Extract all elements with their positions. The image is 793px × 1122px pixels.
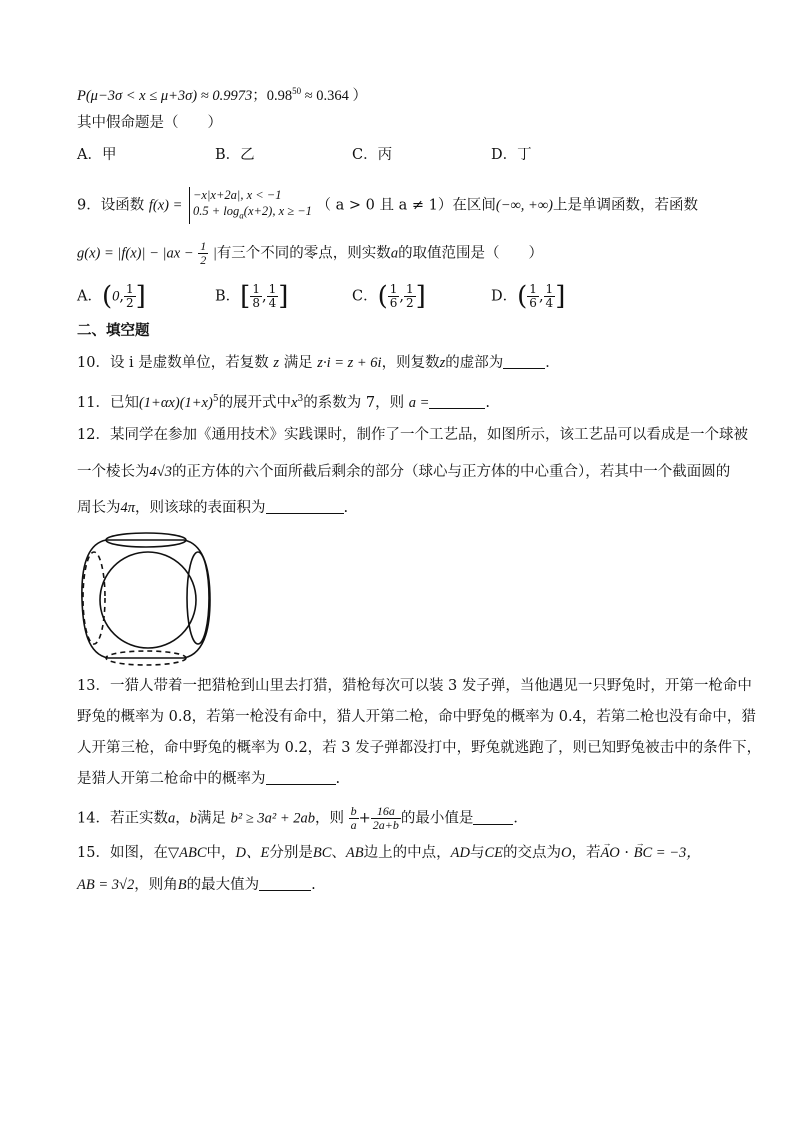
q10-text-4: 的虚部为 — [445, 355, 504, 371]
q14-frac-1 — [349, 805, 359, 832]
q9-option-c: C．( $\frac{1}{6}$ , $\frac{1}{2}$ ] — [352, 281, 426, 312]
q15-text-f: 与 — [469, 845, 485, 861]
q9-option-a-upper-num: 1 — [126, 282, 134, 296]
q13-line-1: 13．一猎人带着一把猎枪到山里去打猎，猎枪每次可以装 3 发子弹，当他遇见一只野兔时，开第一枪命中 — [77, 678, 752, 694]
q9-piece-2-sub: a — [239, 210, 244, 221]
q9-option-b-left: [ — [240, 281, 251, 312]
q9-g-tail-2: 的取值范围是（ ） — [398, 245, 544, 262]
q9-option-b: B．[ $\frac{1}{8}$ , $\frac{1}{4}$ ] — [215, 281, 289, 312]
q9-option-a-upper — [124, 283, 136, 310]
q12-line-1: 12．某同学在参加《通用技术》实践课时，制作了一个工艺品，如图所示，该工艺品可以看成是一个球被 — [77, 427, 748, 443]
q15-dot: · — [619, 845, 634, 861]
q15-answer-blank[interactable] — [259, 876, 311, 891]
q15-angle-b: B — [177, 877, 187, 893]
q15-text-c: 分别是 — [269, 845, 313, 861]
q14-frac-2 — [371, 805, 401, 832]
q14-end: ． — [513, 810, 528, 827]
q15-line-2 — [77, 874, 316, 896]
q9-piece-1: −x|x+2a|, x < −1 — [192, 188, 282, 202]
q9-option-a-upper-den: 2 — [126, 296, 134, 310]
q9-option-c-right: ] — [415, 281, 426, 312]
q14-answer-blank[interactable] — [473, 810, 513, 825]
q14-line — [77, 805, 528, 832]
q15-vector-ao: → AO — [600, 842, 619, 864]
q9-option-c-lower-den: 6 — [389, 296, 398, 310]
q13-line-4-text: 是猎人开第二枪命中的概率为 — [77, 771, 266, 787]
q9-option-d-label: D． — [491, 288, 518, 305]
sphere-cube-figure — [76, 530, 216, 668]
q12-line-3b: ，则该球的表面积为 — [135, 500, 266, 516]
q8-option-b: B．乙 — [215, 147, 255, 163]
q9-option-c-upper-num: 1 — [406, 282, 414, 296]
q9-option-a-label: A． — [77, 288, 102, 305]
q13-line-4 — [77, 768, 340, 790]
q9-var-a: a — [390, 245, 399, 262]
q15-text-b: 中， — [206, 845, 236, 861]
q13-answer-blank[interactable] — [266, 770, 336, 785]
q9-option-c-left: ( — [377, 281, 388, 312]
q8-formula-line — [77, 80, 367, 107]
q15-text-g: 的交点为 — [502, 845, 561, 861]
q15-dot-value: = −3， — [652, 845, 701, 861]
q9-option-b-right: ] — [278, 281, 289, 312]
q9-interval: (−∞, +∞) — [495, 197, 554, 214]
q9-option-c-label: C． — [352, 288, 378, 305]
q9-option-c-lower-num: 1 — [389, 282, 398, 296]
q13-line-3: 人开第三枪，命中野兔的概率为 0.2，若 3 发子弹都没打中，野兔就逃跑了，则已知野兔被击中的条件下， — [77, 740, 762, 756]
q10-z-2: z — [439, 355, 446, 371]
q8-option-d: D．丁 — [491, 147, 532, 163]
q9-option-c-upper — [404, 283, 416, 310]
q14-text-2: 满足 — [196, 810, 226, 827]
q8-formula-2-value: ≈ 0.364 ） — [301, 87, 368, 104]
q9-g-tail: 有三个不同的零点，则实数 — [216, 245, 391, 262]
q11-expression: (1+αx)(1+x) — [138, 394, 213, 411]
q11-text-3: 的系数为 7，则 — [303, 394, 405, 411]
q15-vector-bc: → BC — [634, 842, 653, 864]
q9-option-b-lower-den: 8 — [252, 296, 260, 310]
q15-de: D、E — [235, 845, 270, 861]
q9-option-a: A．(0, $\frac{1}{2}$ ] — [77, 281, 146, 312]
q9-option-b-upper-den: 4 — [268, 296, 277, 310]
q12-answer-blank[interactable] — [266, 499, 344, 514]
q15-text-2b: ，则角 — [134, 877, 178, 893]
q9-option-c-upper-den: 2 — [406, 296, 414, 310]
figure-front-section — [100, 552, 196, 648]
q8-formula-1: P(μ−3σ < x ≤ μ+3σ) ≈ 0.9973 — [77, 87, 253, 104]
q12-line-3a: 周长为 — [77, 500, 121, 516]
q15-ad: AD — [450, 845, 470, 861]
q14-text-3: ，则 — [315, 810, 344, 827]
q9-g-close: | — [212, 245, 217, 262]
q10-text-3: ，则复数 — [381, 355, 440, 371]
q8-option-c: C．丙 — [352, 147, 393, 163]
q15-line-1 — [77, 842, 701, 864]
q14-frac-1-den: a — [350, 818, 357, 832]
q9-line-1 — [77, 187, 698, 224]
q12-line-2b: 的正方体的六个面所截后剩余的部分（球心与正方体的中心重合），若其中一个截面圆的 — [171, 464, 731, 480]
q10-line — [77, 352, 560, 374]
q9-option-b-upper — [267, 283, 279, 310]
q15-end: . — [311, 877, 316, 893]
q9-piecewise — [189, 187, 312, 224]
q9-option-d-upper-num: 1 — [545, 282, 554, 296]
figure-outer-outline — [82, 540, 210, 658]
q9-option-a-left: ( — [101, 281, 113, 312]
q9-condition: （ a > 0 且 a ≠ 1）在区间 — [316, 197, 496, 214]
q9-option-b-lower — [250, 283, 262, 310]
q9-g-frac-den: 2 — [200, 253, 207, 267]
figure-left-section — [83, 552, 105, 644]
q14-frac-2-den: 2a+b — [372, 818, 399, 832]
q11-exponent: 5 — [212, 394, 219, 404]
q9-option-d-lower-den: 6 — [529, 296, 537, 310]
q9-option-d: D．( $\frac{1}{6}$ , $\frac{1}{4}$ ] — [491, 281, 566, 312]
q10-text-2: 满足 — [283, 355, 313, 371]
q9-option-d-left: ( — [517, 281, 528, 312]
q8-option-a: A．甲 — [77, 147, 117, 163]
q11-text-2: 的展开式中 — [218, 394, 292, 411]
q9-option-d-lower — [527, 283, 539, 310]
q15-text-a: 15．如图，在 — [77, 845, 168, 861]
q9-g-frac-num: 1 — [200, 239, 207, 253]
q9-option-d-right: ] — [555, 281, 566, 312]
q11-a-eq: a = — [408, 394, 430, 411]
q9-option-d-lower-num: 1 — [529, 282, 537, 296]
q9-tail: 上是单调函数，若函数 — [553, 197, 699, 214]
q10-answer-blank[interactable] — [503, 354, 545, 369]
q10-end: ． — [545, 355, 560, 371]
q8-formula-2-base: 0.98 — [266, 87, 293, 104]
q11-text-1: 11．已知 — [77, 394, 139, 411]
q14-frac-1-num: b — [350, 804, 357, 818]
q13-line-2: 野兔的概率为 0.8，若第一枪没有命中，猎人开第二枪，命中野兔的概率为 0.4，若第二枪也没有命中，猎 — [77, 709, 756, 725]
q14-frac-2-num: 16a — [371, 805, 401, 819]
q15-ab-length: AB = 3√2 — [77, 877, 135, 893]
q14-text-4: 的最小值是 — [400, 810, 474, 827]
q8-separator: ； — [252, 87, 267, 104]
q11-x-exp: 3 — [297, 394, 304, 404]
q10-equation: z·i = z + 6i — [317, 355, 382, 371]
q12-edge-length: 4√3 — [149, 464, 172, 480]
q12-line-2a: 一个棱长为 — [77, 464, 150, 480]
q11-end: . — [485, 394, 490, 411]
q14-b: b — [189, 810, 197, 827]
q15-triangle: ▽ABC — [167, 845, 207, 861]
q14-text-1: 14．若正实数 — [77, 810, 168, 827]
q12-line-3 — [77, 497, 348, 519]
q9-option-a-right: ] — [135, 281, 146, 312]
q9-prefix: 9．设函数 — [77, 197, 145, 214]
q11-line — [77, 388, 490, 414]
q11-x: x — [291, 394, 298, 411]
q9-option-b-label: B． — [215, 288, 241, 305]
q15-text-e: 边上的中点， — [363, 845, 451, 861]
q12-perimeter: 4π — [120, 500, 136, 516]
q14-separator: ， — [175, 810, 190, 827]
q13-end: . — [335, 771, 341, 787]
q9-fx: f(x) = — [148, 197, 183, 214]
q9-option-d-upper — [544, 283, 556, 310]
q9-piece-2: 0.5 + log — [192, 204, 240, 218]
q15-ab: AB — [345, 845, 364, 861]
q15-text-h: ，若 — [571, 845, 601, 861]
q14-inequality: b² ≥ 3a² + 2ab — [230, 810, 315, 827]
q15-text-2c: 的最大值为 — [186, 877, 260, 893]
q9-g-def: g(x) = |f(x)| − |ax − — [77, 245, 194, 262]
q15-text-d: 、 — [331, 845, 346, 861]
q8-prompt: 其中假命题是（ ） — [77, 115, 222, 131]
q15-o: O — [560, 845, 572, 861]
q9-piece-2-rest: (x+2), x ≥ −1 — [243, 204, 312, 218]
q9-option-b-lower-num: 1 — [252, 282, 260, 296]
q8-formula-2-exp: 50 — [292, 86, 302, 96]
q9-line-2 — [77, 240, 543, 267]
q9-option-b-upper-num: 1 — [268, 282, 277, 296]
q12-line-2 — [77, 461, 730, 483]
q14-plus: + — [358, 810, 371, 827]
q15-bc: BC — [312, 845, 332, 861]
q9-option-d-upper-den: 4 — [545, 296, 554, 310]
q9-option-c-lower — [388, 283, 400, 310]
q9-option-a-lower: 0 — [112, 288, 120, 305]
q14-a: a — [167, 810, 176, 827]
q15-ce: CE — [484, 845, 503, 861]
q12-end: . — [343, 500, 349, 516]
section-heading-fill-blank: 二、填空题 — [77, 323, 150, 339]
q9-g-frac — [198, 240, 208, 267]
q10-text-1: 10．设 i 是虚数单位，若复数 — [77, 355, 269, 371]
q10-z: z — [273, 355, 280, 371]
figure-right-section — [187, 552, 209, 644]
q11-answer-blank[interactable] — [429, 394, 485, 409]
